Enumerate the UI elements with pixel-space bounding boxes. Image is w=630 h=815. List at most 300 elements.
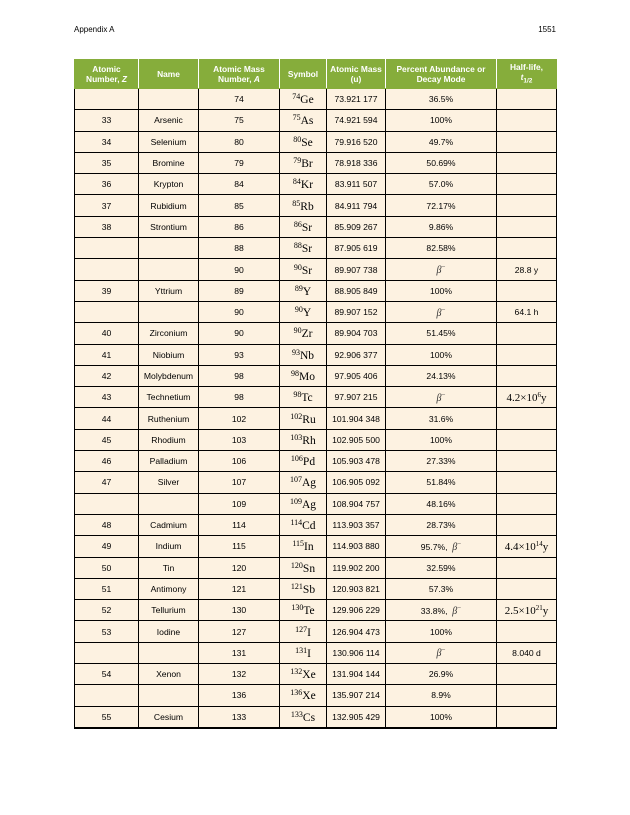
isotope-symbol	[293, 158, 313, 170]
half-life-value: 8.040 d	[512, 647, 541, 658]
element-name: Palladium	[149, 456, 188, 467]
atomic-number: 51	[101, 583, 112, 594]
mass-number: 98	[234, 392, 244, 403]
table-row	[75, 664, 557, 685]
mass-number: 121	[231, 583, 247, 594]
beta-decay-label: β−	[436, 263, 446, 277]
mass-number-cell	[199, 365, 280, 386]
atomic-mass-cell	[327, 706, 386, 728]
mass-number-cell	[199, 621, 280, 642]
isotope-symbol	[289, 496, 317, 511]
isotope-symbol	[292, 198, 314, 213]
symbol-cell	[280, 642, 327, 663]
atomic-mass: 126.904 473	[332, 626, 380, 637]
symbol-cell	[280, 174, 327, 195]
isotope-symbol	[294, 243, 312, 255]
symbol-cell	[280, 110, 327, 131]
abundance-cell	[386, 131, 497, 152]
element-name-cell	[139, 323, 199, 344]
isotope-mass-superscript: 115	[292, 539, 305, 549]
symbol-cell	[280, 216, 327, 237]
atomic-number-cell	[75, 557, 139, 578]
atomic-mass: 113.903 357	[332, 520, 380, 531]
half-life-cell	[497, 600, 557, 621]
abundance-cell	[386, 216, 497, 237]
mass-number-cell	[199, 216, 280, 237]
abundance-value: 72.17%	[426, 200, 456, 211]
element-name-cell	[139, 557, 199, 578]
isotope-mass-superscript: 90	[293, 326, 302, 336]
isotope-mass-superscript: 107	[289, 475, 302, 485]
mass-number-cell	[199, 408, 280, 429]
abundance-cell	[386, 685, 497, 706]
symbol-cell	[280, 131, 327, 152]
atomic-mass-cell	[327, 408, 386, 429]
symbol-cell	[280, 664, 327, 685]
atomic-mass: 97.905 406	[334, 371, 378, 381]
abundance-value: 95.7%,	[420, 541, 448, 552]
atomic-mass-cell	[327, 89, 386, 110]
isotope-mass-superscript: 136	[290, 688, 303, 698]
table-header-row	[75, 60, 557, 89]
abundance-value: 57.0%	[428, 179, 454, 190]
atomic-mass: 89.907 738	[334, 264, 378, 275]
element-symbol: Rb	[300, 200, 314, 213]
abundance-value: 100%	[430, 115, 452, 126]
element-name: Silver	[157, 477, 180, 488]
element-symbol: Sr	[301, 264, 313, 277]
symbol-cell	[280, 152, 327, 173]
atomic-number-cell	[75, 429, 139, 450]
atomic-number-cell	[75, 195, 139, 216]
element-name: Niobium	[152, 349, 185, 360]
abundance-cell	[386, 280, 497, 301]
half-life-cell	[497, 280, 557, 301]
table-row	[75, 429, 557, 450]
atomic-mass: 101.904 348	[332, 413, 380, 424]
element-name: Cadmium	[150, 520, 187, 531]
element-name: Bromine	[152, 158, 185, 169]
isotope-symbol	[290, 477, 316, 489]
mass-number-cell	[199, 280, 280, 301]
isotope-mass-superscript: 89	[294, 283, 303, 293]
atomic-number: 35	[101, 158, 112, 169]
atomic-number: 43	[101, 392, 112, 403]
atomic-mass-cell	[327, 365, 386, 386]
abundance-cell	[386, 493, 497, 514]
abundance-value: 51.45%	[426, 328, 456, 339]
abundance-cell	[386, 557, 497, 578]
element-name: Indium	[155, 541, 182, 552]
element-symbol: I	[307, 647, 311, 660]
atomic-number: 42	[101, 371, 112, 381]
symbol-cell	[280, 685, 327, 706]
abundance-cell	[386, 600, 497, 621]
isotope-symbol	[293, 134, 313, 149]
mass-number-cell	[199, 323, 280, 344]
header-name: Name	[139, 60, 199, 89]
table-row	[75, 365, 557, 386]
mass-number-cell	[199, 536, 280, 557]
element-name: Iodine	[156, 626, 181, 637]
abundance-cell	[386, 323, 497, 344]
element-name-cell	[139, 280, 199, 301]
isotope-mass-superscript: 109	[289, 496, 302, 506]
mass-number: 98	[234, 371, 244, 381]
half-life-cell	[497, 557, 557, 578]
atomic-number: 50	[101, 562, 112, 573]
half-life-cell	[497, 685, 557, 706]
atomic-number-cell	[75, 578, 139, 599]
isotope-mass-superscript: 121	[290, 581, 303, 591]
element-name: Molybdenum	[143, 371, 194, 381]
abundance-cell	[386, 664, 497, 685]
element-name-cell	[139, 642, 199, 663]
half-life-cell	[497, 195, 557, 216]
atomic-number-cell	[75, 536, 139, 557]
mass-number-cell	[199, 600, 280, 621]
mass-number-cell	[199, 259, 280, 280]
atomic-mass-cell	[327, 451, 386, 472]
mass-number-cell	[199, 89, 280, 110]
atomic-mass-cell	[327, 600, 386, 621]
atomic-mass: 88.905 849	[334, 285, 378, 296]
atomic-number-cell	[75, 89, 139, 110]
atomic-number: 53	[101, 626, 112, 637]
atomic-number: 47	[101, 477, 112, 488]
abundance-value: 49.7%	[428, 136, 454, 147]
atomic-number-cell	[75, 472, 139, 493]
isotope-symbol	[291, 605, 314, 617]
mass-number-cell	[199, 429, 280, 450]
abundance-value: 82.58%	[426, 243, 456, 254]
half-life-cell	[497, 387, 557, 408]
abundance-cell	[386, 387, 497, 408]
header-half-life: Half-life, $t_{1/2}$	[497, 60, 557, 89]
half-life-cell	[497, 472, 557, 493]
element-name-cell	[139, 536, 199, 557]
element-symbol: Rh	[302, 434, 316, 447]
atomic-mass: 106.905 092	[332, 477, 380, 488]
mass-number-cell	[199, 195, 280, 216]
symbol-cell	[280, 89, 327, 110]
table-row	[75, 685, 557, 706]
beta-decay-label: β−	[436, 646, 446, 660]
element-symbol: Tc	[301, 392, 313, 405]
atomic-mass-cell	[327, 472, 386, 493]
abundance-cell	[386, 344, 497, 365]
isotope-symbol	[292, 541, 313, 553]
table-row	[75, 642, 557, 663]
isotope-symbol	[290, 411, 316, 426]
atomic-mass-cell	[327, 280, 386, 301]
atomic-number-cell	[75, 493, 139, 514]
half-life-cell	[497, 152, 557, 173]
isotope-symbol	[295, 307, 311, 319]
abundance-value: 33.8%,	[420, 605, 448, 616]
element-symbol: Xe	[302, 690, 316, 703]
symbol-cell	[280, 451, 327, 472]
abundance-cell	[386, 365, 497, 386]
atomic-mass: 79.916 520	[334, 136, 378, 147]
half-life-cell	[497, 578, 557, 599]
element-name-cell	[139, 216, 199, 237]
mass-number: 90	[234, 264, 244, 275]
atomic-mass: 108.904 757	[332, 498, 380, 509]
mass-number: 136	[231, 690, 247, 701]
atomic-mass: 120.903 821	[332, 583, 380, 594]
half-life-cell	[497, 259, 557, 280]
half-life-scientific: $4.4\times 10^{14}y$	[504, 539, 549, 553]
atomic-mass-cell	[327, 344, 386, 365]
mass-number: 90	[234, 307, 244, 318]
atomic-mass: 83.911 507	[334, 179, 378, 190]
symbol-cell	[280, 323, 327, 344]
mass-number: 109	[231, 498, 247, 509]
mass-number: 131	[231, 647, 247, 658]
element-name: Krypton	[153, 179, 184, 190]
element-name-cell	[139, 493, 199, 514]
isotope-symbol	[290, 432, 316, 447]
table-row	[75, 89, 557, 110]
mass-number: 90	[234, 328, 244, 339]
element-symbol: In	[304, 541, 314, 554]
mass-number: 85	[234, 200, 244, 211]
abundance-value: 100%	[430, 434, 452, 445]
element-name: Tin	[162, 562, 175, 573]
symbol-cell	[280, 706, 327, 728]
isotope-table	[74, 59, 557, 729]
atomic-mass-cell	[327, 621, 386, 642]
element-symbol: Mo	[299, 371, 315, 383]
element-name: Rhodium	[151, 434, 186, 445]
half-life-value: 64.1 h	[514, 307, 539, 318]
mass-number: 115	[232, 541, 246, 552]
table-row	[75, 280, 557, 301]
isotope-mass-superscript: 127	[295, 624, 308, 634]
abundance-value: 51.84%	[426, 477, 456, 488]
table-row	[75, 216, 557, 237]
isotope-mass-superscript: 85	[292, 198, 301, 208]
abundance-value: 26.9%	[428, 669, 454, 680]
atomic-mass: 89.907 152	[334, 307, 378, 318]
mass-number: 133	[231, 711, 247, 722]
element-name-cell	[139, 472, 199, 493]
atomic-mass: 85.909 267	[334, 221, 378, 232]
abundance-value: 50.69%	[426, 158, 456, 169]
atomic-mass-cell	[327, 174, 386, 195]
symbol-cell	[280, 408, 327, 429]
atomic-mass-cell	[327, 557, 386, 578]
atomic-number-cell	[75, 152, 139, 173]
atomic-number: 36	[101, 179, 112, 190]
table-row	[75, 152, 557, 173]
mass-number: 84	[234, 179, 244, 190]
atomic-mass: 131.904 144	[332, 669, 380, 680]
element-symbol: Kr	[300, 179, 314, 192]
element-name: Technetium	[146, 392, 191, 403]
half-life-cell	[497, 451, 557, 472]
isotope-symbol	[290, 560, 316, 575]
isotope-mass-superscript: 130	[291, 603, 304, 613]
atomic-mass: 97.907 215	[334, 392, 378, 403]
atomic-number-cell	[75, 685, 139, 706]
isotope-mass-superscript: 86	[293, 219, 302, 229]
atomic-mass-cell	[327, 216, 386, 237]
atomic-mass-cell	[327, 131, 386, 152]
mass-number-cell	[199, 642, 280, 663]
element-symbol: Cs	[302, 711, 316, 724]
element-name-cell	[139, 408, 199, 429]
mass-number: 102	[231, 413, 247, 424]
table-row	[75, 706, 557, 728]
header-mass-number: Atomic Mass Number, A	[199, 60, 280, 89]
atomic-number-cell	[75, 301, 139, 322]
atomic-mass-cell	[327, 259, 386, 280]
mass-number-cell	[199, 472, 280, 493]
atomic-number-cell	[75, 642, 139, 663]
mass-number: 93	[234, 349, 244, 360]
symbol-cell	[280, 536, 327, 557]
element-name-cell	[139, 89, 199, 110]
isotope-symbol	[293, 179, 313, 191]
abundance-value: 32.59%	[426, 562, 456, 573]
atomic-number: 46	[101, 456, 112, 467]
atomic-mass: 78.918 336	[334, 158, 378, 169]
table-row	[75, 301, 557, 322]
element-name-cell	[139, 344, 199, 365]
atomic-mass: 132.905 429	[332, 711, 380, 722]
atomic-number: 41	[101, 349, 112, 360]
isotope-mass-superscript: 79	[293, 156, 302, 166]
symbol-cell	[280, 301, 327, 322]
element-name-cell	[139, 621, 199, 642]
atomic-number-cell	[75, 174, 139, 195]
atomic-mass-cell	[327, 238, 386, 259]
isotope-mass-superscript: 88	[293, 241, 302, 251]
atomic-number-cell	[75, 664, 139, 685]
isotope-symbol	[291, 347, 315, 362]
atomic-mass-cell	[327, 664, 386, 685]
atomic-mass: 89.904 703	[334, 328, 378, 339]
atomic-number-cell	[75, 238, 139, 259]
element-symbol: Cd	[302, 520, 316, 533]
atomic-mass-cell	[327, 323, 386, 344]
isotope-mass-superscript: 132	[290, 667, 303, 677]
atomic-number: 33	[101, 115, 112, 126]
isotope-mass-superscript: 98	[293, 390, 302, 400]
mass-number: 127	[231, 626, 247, 637]
isotope-symbol	[290, 520, 315, 532]
isotope-symbol	[293, 219, 313, 234]
isotope-symbol	[291, 456, 315, 468]
page-number: 1551	[538, 25, 556, 34]
element-name-cell	[139, 451, 199, 472]
symbol-cell	[280, 578, 327, 599]
isotope-symbol	[291, 371, 315, 383]
abundance-value: 100%	[430, 285, 452, 296]
atomic-mass-cell	[327, 642, 386, 663]
symbol-cell	[280, 195, 327, 216]
abundance-cell	[386, 152, 497, 173]
atomic-mass: 135.907 214	[332, 690, 380, 701]
atomic-number-cell	[75, 131, 139, 152]
element-name: Strontium	[150, 221, 187, 232]
atomic-mass: 129.906 229	[332, 605, 380, 616]
isotope-mass-superscript: 98	[291, 369, 299, 378]
mass-number-cell	[199, 557, 280, 578]
half-life-cell	[497, 344, 557, 365]
mass-number-cell	[199, 174, 280, 195]
table-row	[75, 621, 557, 642]
isotope-symbol	[293, 115, 314, 127]
abundance-cell	[386, 429, 497, 450]
half-life-cell	[497, 642, 557, 663]
mass-number: 79	[234, 158, 244, 169]
table-row	[75, 557, 557, 578]
element-name-cell	[139, 600, 199, 621]
isotope-symbol	[292, 94, 313, 106]
isotope-mass-superscript: 84	[292, 177, 301, 187]
atomic-number: 45	[101, 434, 112, 445]
header-symbol: Symbol	[280, 60, 327, 89]
isotope-mass-superscript: 103	[290, 432, 303, 442]
isotope-mass-superscript: 75	[292, 113, 301, 123]
table-row	[75, 174, 557, 195]
table-row	[75, 472, 557, 493]
atomic-number-cell	[75, 344, 139, 365]
atomic-number: 44	[101, 413, 112, 424]
element-name: Antimony	[150, 583, 187, 594]
symbol-cell	[280, 280, 327, 301]
element-name-cell	[139, 387, 199, 408]
isotope-symbol	[294, 328, 313, 340]
mass-number-cell	[199, 344, 280, 365]
half-life-cell	[497, 514, 557, 535]
element-name-cell	[139, 706, 199, 728]
atomic-mass-cell	[327, 429, 386, 450]
abundance-cell	[386, 642, 497, 663]
isotope-symbol	[290, 709, 316, 724]
atomic-mass: 73.921 177	[334, 94, 378, 105]
atomic-number: 40	[101, 328, 112, 339]
atomic-mass: 92.906 377	[334, 349, 378, 360]
abundance-value: 36.5%	[428, 94, 454, 105]
element-name: Arsenic	[154, 115, 183, 126]
mass-number: 132	[231, 669, 247, 680]
half-life-scientific: $4.2\times 10^6y$	[506, 390, 547, 404]
table-row	[75, 259, 557, 280]
abundance-cell	[386, 578, 497, 599]
half-life-cell	[497, 110, 557, 131]
mass-number-cell	[199, 578, 280, 599]
half-life-cell	[497, 216, 557, 237]
atomic-mass-cell	[327, 493, 386, 514]
abundance-cell	[386, 259, 497, 280]
element-name-cell	[139, 238, 199, 259]
atomic-number: 52	[101, 605, 112, 616]
half-life-cell	[497, 301, 557, 322]
mass-number: 106	[231, 456, 247, 467]
element-symbol: Sb	[302, 583, 316, 596]
abundance-value: 100%	[430, 349, 452, 360]
abundance-cell	[386, 89, 497, 110]
atomic-mass-cell	[327, 301, 386, 322]
half-life-cell	[497, 238, 557, 259]
element-name: Rubidium	[150, 200, 187, 211]
atomic-mass: 74.921 594	[334, 115, 378, 126]
element-symbol: Y	[302, 285, 312, 298]
